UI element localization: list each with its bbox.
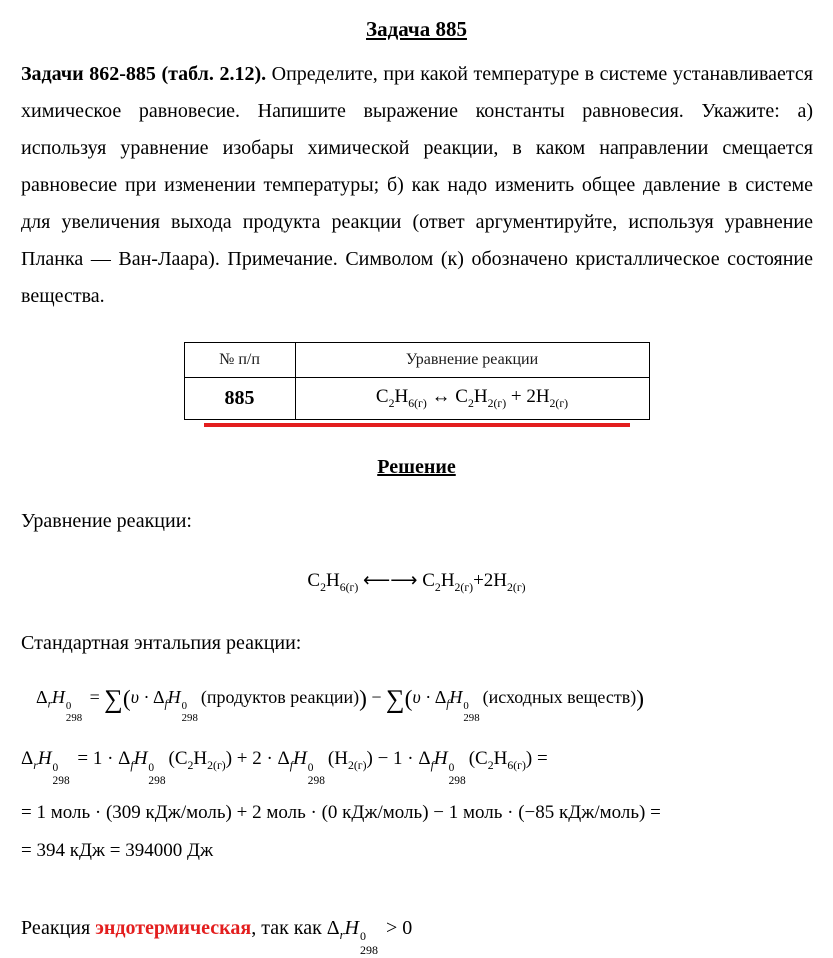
page-title-text: Задача 885: [366, 17, 467, 41]
enthalpy-label: Стандартная энтальпия реакции:: [21, 631, 302, 654]
row-equation-cell: $C_2H_{6(г)}$ ↔ $C_2H_{2(г)} + 2H_{2(г)}$: [295, 378, 649, 420]
table-header-number: № п/п: [184, 343, 295, 378]
enthalpy-calc-line-2: = 1 моль · (309 кДж/моль) + 2 моль · (0 кДж/моль) − 1 моль · (−85 кДж/моль) =: [21, 801, 661, 823]
document-page: [0, 14, 833, 958]
enthalpy-calc-line-3: = 394 кДж = 394000 Дж: [21, 839, 214, 861]
conclusion-line: [21, 910, 813, 958]
problem-lead: Задачи 862-885 (табл. 2.12).: [21, 63, 267, 85]
red-underline-decoration: [204, 423, 630, 427]
page-title: [0, 14, 833, 44]
reaction-equation-formula: $C_2H_{6(г)}$ ⟵⟶ $C_2H_{2(г)}+2H_{2(г)}$: [307, 569, 526, 594]
reaction-table: [184, 342, 650, 420]
reaction-equation-label: Уравнение реакции:: [21, 509, 192, 532]
table-header-row: [184, 343, 649, 378]
table-row: [184, 378, 649, 420]
solution-heading-text: Решение: [377, 455, 456, 478]
enthalpy-calc-line-1: $\Delta_rH$ 0 298 = $1 \cdot \Delta_fH$ 0 298 $(C_2H_{2(г)}) + 2 \cdot \Delta_fH$ 0 298 $(H_{2(г)}) - 1 \cdot \Delta_fH$ 0 298 $(C_2H_{6(г)})$ =: [21, 748, 548, 787]
problem-text: Определите, при какой температуре в системе устанавливается химическое равновесие. Напишите выражение константы равновесия. Укажите: а) используя уравнение изобары химической реакции, в каком направлении смещается равновесие при изменении температуры; б) как надо изменить общее давление в системе для увеличения выхода продукта реакции (ответ аргументируйте, используя уравнение Планка — Ван-Лаара). Примечание. Символом (к) обозначено кристаллическое состояние вещества.: [21, 63, 813, 307]
enthalpy-general-formula: $\Delta_rH$ 0 298 = $\sum(\upsilon \cdot \Delta_fH$ 0 298 (продуктов реакции)) − $\sum(\upsilon \cdot \Delta_fH$ 0 298 (исходных веществ)): [36, 684, 644, 724]
conclusion-prefix: Реакция: [21, 916, 96, 939]
conclusion-suffix: , так как $\Delta_rH$ 0 298 > 0: [251, 916, 413, 958]
table-header-equation: Уравнение реакции: [295, 343, 649, 378]
row-number-cell: 885: [184, 378, 295, 420]
solution-heading: [0, 453, 833, 481]
conclusion-highlight: эндотермическая: [95, 916, 252, 939]
problem-statement: [21, 56, 813, 315]
